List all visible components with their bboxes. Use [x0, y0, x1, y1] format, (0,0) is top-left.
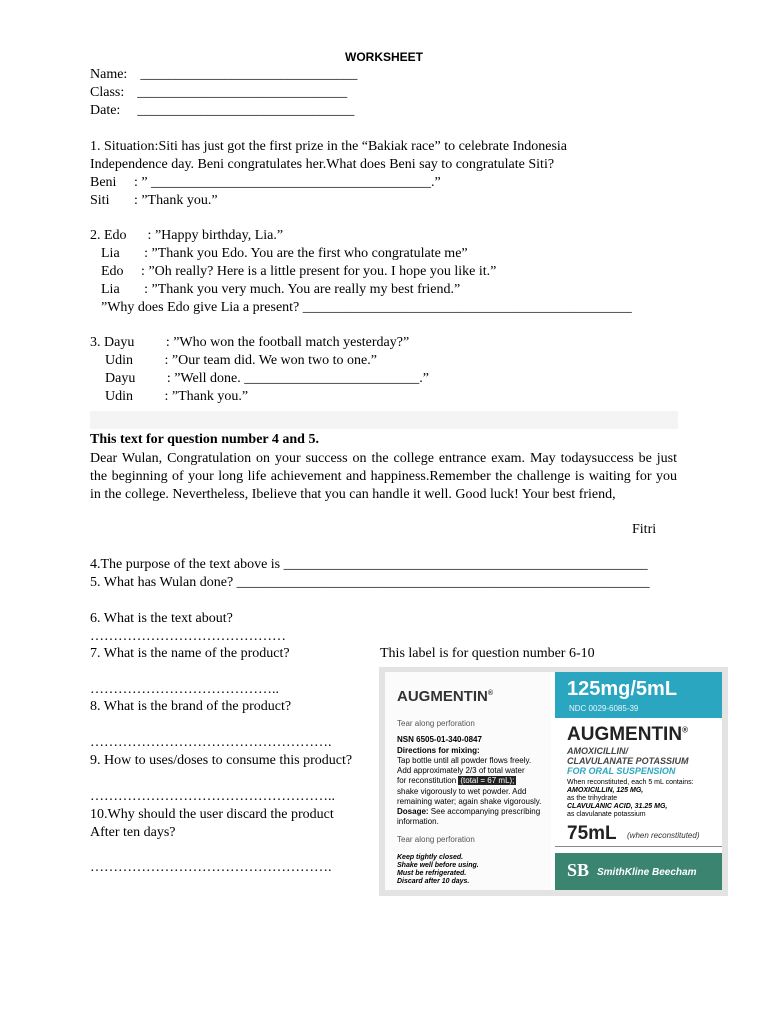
q3-line3: Dayu : ”Well done. _________________________.” — [105, 371, 429, 386]
left-brand: AUGMENTIN® — [397, 688, 493, 705]
amoxicillin: AMOXICILLIN, 125 MG, — [567, 787, 644, 794]
maker-name: SmithKline Beecham — [597, 867, 697, 878]
generic-1: AMOXICILLIN/ — [567, 746, 628, 756]
product-label — [379, 667, 728, 896]
mix-5: remaining water; again shake vigorously. — [397, 797, 542, 806]
dosage-form: FOR ORAL SUSPENSION — [567, 766, 676, 776]
strength: 125mg/5mL — [567, 678, 678, 700]
q10-answer-line: ……………………………………………. — [90, 860, 332, 875]
label-left-panel — [385, 672, 551, 890]
page-title: WORKSHEET — [345, 50, 423, 64]
q2-line5: ”Why does Edo give Lia a present? _______________________________________________ — [101, 300, 632, 315]
volume-note: (when reconstituted) — [627, 831, 700, 840]
right-brand: AUGMENTIN® — [567, 724, 688, 745]
clavulanic: CLAVULANIC ACID, 31.25 MG, — [567, 803, 668, 810]
q8: 8. What is the brand of the product? — [90, 699, 292, 714]
q5: 5. What has Wulan done? ___________________________________________________________ — [90, 575, 650, 590]
q8-answer-line: ……………………………………………. — [90, 735, 332, 750]
volume: 75mL — [567, 823, 617, 844]
dosage: Dosage: See accompanying prescribing — [397, 807, 541, 816]
dosage-2: information. — [397, 817, 439, 826]
q2-line2: Lia : ”Thank you Edo. You are the first who congratulate me” — [101, 246, 468, 261]
mix-title: Directions for mixing: — [397, 746, 480, 755]
class-blank: ______________________________ — [137, 85, 348, 100]
section-divider — [90, 411, 678, 429]
class-label: Class: — [90, 85, 125, 100]
q7-answer-line: ………………………………….. — [90, 682, 279, 697]
mix-3: for reconstitution (total = 67 mL); — [397, 776, 515, 785]
date-field — [90, 103, 354, 119]
q9-answer-line: …………………………………………….. — [90, 789, 335, 804]
generic-2: CLAVULANATE POTASSIUM — [567, 756, 689, 766]
name-label: Name: — [90, 67, 128, 82]
passage-heading: This text for question number 4 and 5. — [90, 432, 319, 447]
label-right-panel — [555, 672, 722, 890]
q6: 6. What is the text about? — [90, 611, 233, 626]
mix-2: Add approximately 2/3 of total water — [397, 766, 525, 775]
q3-line1: 3. Dayu : ”Who won the football match yesterday?” — [90, 335, 410, 350]
date-blank: _______________________________ — [137, 103, 355, 118]
nsn: NSN 6505-01-340-0847 — [397, 735, 482, 744]
storage-notes: Keep tightly closed. Shake well before using. Must be refrigerated. Discard after 10 days. — [397, 854, 479, 885]
q2-line1: 2. Edo : ”Happy birthday, Lia.” — [90, 228, 284, 243]
ndc: NDC 0029-6085-39 — [569, 704, 639, 713]
q1-line1: 1. Situation:Siti has just got the first prize in the “Bakiak race” to celebrate Indonesia — [90, 139, 568, 154]
q6-answer-line: …………………………………… — [90, 629, 286, 644]
date-label: Date: — [90, 103, 121, 118]
perforation-bottom: Tear along perforation — [397, 835, 475, 844]
amoxicillin-note: as the trihydrate — [567, 795, 618, 802]
q3-line2: Udin : ”Our team did. We won two to one.” — [105, 353, 377, 368]
q7: 7. What is the name of the product? — [90, 646, 290, 661]
passage-body: Dear Wulan, Congratulation on your success on the college entrance exam. May todaysuccess be just the beginning of your long life achievement and happiness.Remember the challenge is waiting for you in the college. Nevertheless, Ibelieve that you can handle it well. Good luck! Your best friend, — [90, 451, 677, 502]
q10-line2: After ten days? — [90, 825, 176, 840]
q3-line4: Udin : ”Thank you.” — [105, 389, 249, 404]
mix-4: shake vigorously to wet powder. Add — [397, 787, 527, 796]
q2-line3: Edo : ”Oh really? Here is a little present for you. I hope you like it.” — [101, 264, 497, 279]
q2-line4: Lia : ”Thank you very much. You are really my best friend.” — [101, 282, 461, 297]
class-field — [90, 85, 347, 101]
q1-beni: Beni : ” ________________________________________.” — [90, 175, 441, 190]
label-caption: This label is for question number 6-10 — [380, 646, 595, 661]
q9: 9. How to uses/doses to consume this product? — [90, 753, 353, 768]
passage-signature: Fitri — [632, 522, 657, 537]
q1-siti: Siti : ”Thank you.” — [90, 193, 218, 208]
name-blank: _______________________________ — [140, 67, 358, 82]
mix-1: Tap bottle until all powder flows freely. — [397, 756, 532, 765]
q1-line2: Independence day. Beni congratulates her.What does Beni say to congratulate Siti? — [90, 157, 555, 172]
clavulanic-note: as clavulanate potassium — [567, 811, 646, 818]
name-field — [90, 67, 357, 83]
perforation-top: Tear along perforation — [397, 719, 475, 728]
q4: 4.The purpose of the text above is ____________________________________________________ — [90, 557, 648, 572]
label-rule — [555, 846, 722, 847]
q10-line1: 10.Why should the user discard the product — [90, 807, 334, 822]
recon-note: When reconstituted, each 5 mL contains: — [567, 779, 694, 786]
maker-logo: SB — [567, 860, 590, 880]
